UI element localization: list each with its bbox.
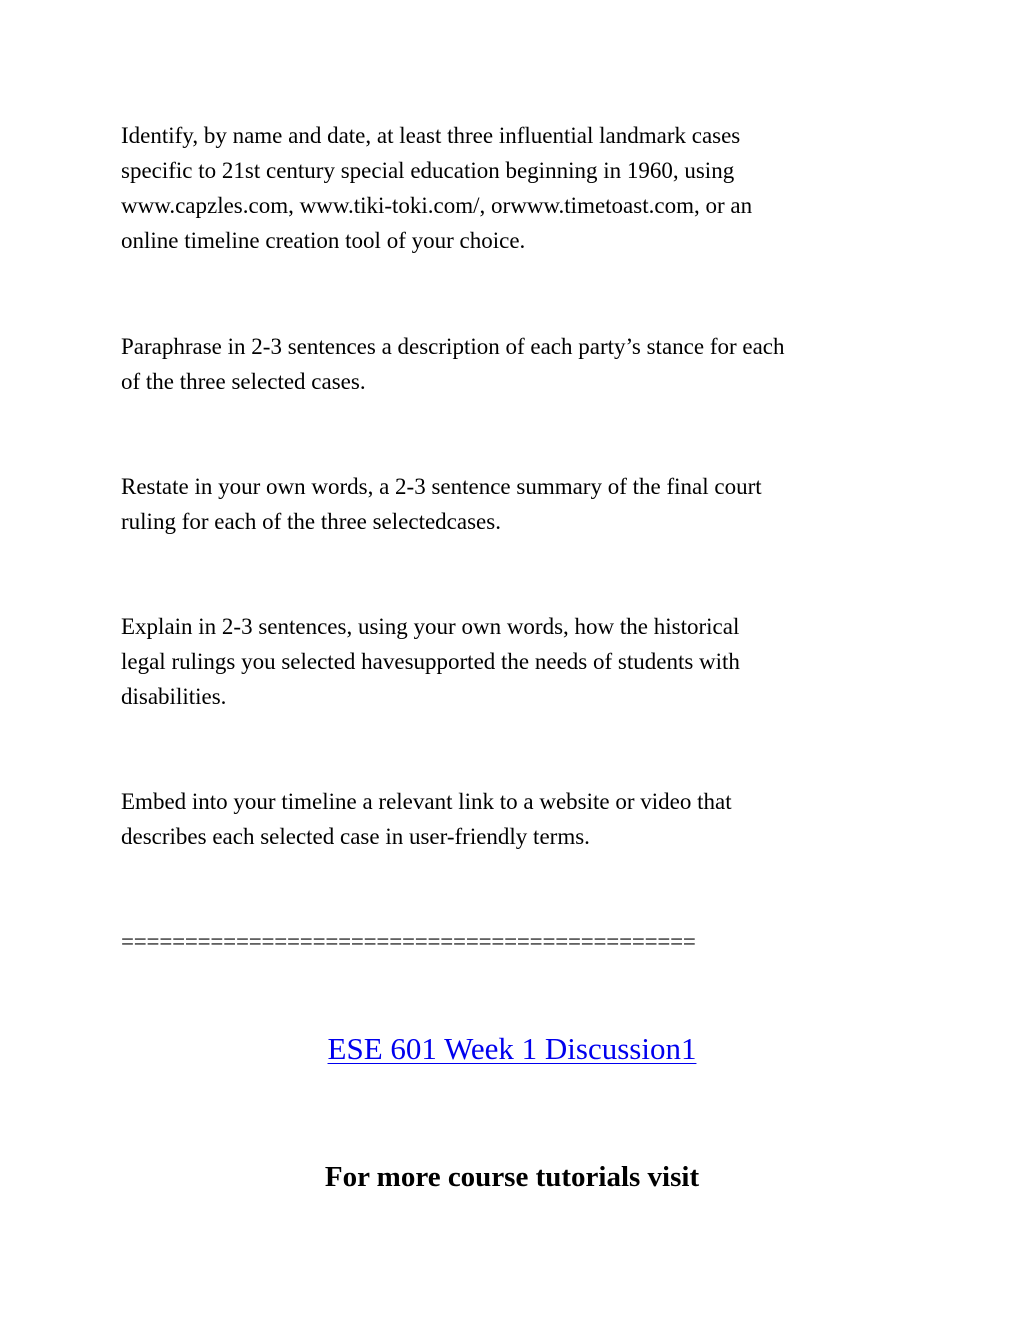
paragraph-line: Identify, by name and date, at least three influential landmark cases: [121, 123, 741, 148]
paragraph-line: describes each selected case in user-friendly terms.: [121, 824, 590, 849]
paragraph-explain-rulings: [121, 609, 921, 714]
paragraph-identify-cases: [121, 118, 921, 258]
course-link-container: [0, 1028, 1024, 1070]
course-link[interactable]: ESE 601 Week 1 Discussion1: [327, 1031, 697, 1066]
paragraph-line: ruling for each of the three selectedcases.: [121, 509, 501, 534]
paragraph-line: disabilities.: [121, 684, 227, 709]
paragraph-paraphrase-stance: [121, 329, 921, 399]
paragraph-line: Restate in your own words, a 2-3 sentence summary of the final court: [121, 474, 762, 499]
paragraph-embed-link: [121, 784, 921, 854]
paragraph-line: legal rulings you selected havesupported the needs of students with: [121, 649, 740, 674]
visit-heading: For more course tutorials visit: [324, 1161, 700, 1193]
paragraph-line: Paraphrase in 2-3 sentences a description of each party’s stance for each: [121, 334, 785, 359]
paragraph-restate-ruling: [121, 469, 921, 539]
separator-line: =============================================: [121, 929, 696, 954]
paragraph-line: specific to 21st century special education beginning in 1960, using: [121, 158, 735, 183]
paragraph-line: Embed into your timeline a relevant link to a website or video that: [121, 789, 732, 814]
paragraph-line: online timeline creation tool of your choice.: [121, 228, 526, 253]
paragraph-line: Explain in 2-3 sentences, using your own words, how the historical: [121, 614, 740, 639]
paragraph-line: www.capzles.com, www.tiki-toki.com/, orwww.timetoast.com, or an: [121, 193, 753, 218]
paragraph-line: of the three selected cases.: [121, 369, 366, 394]
